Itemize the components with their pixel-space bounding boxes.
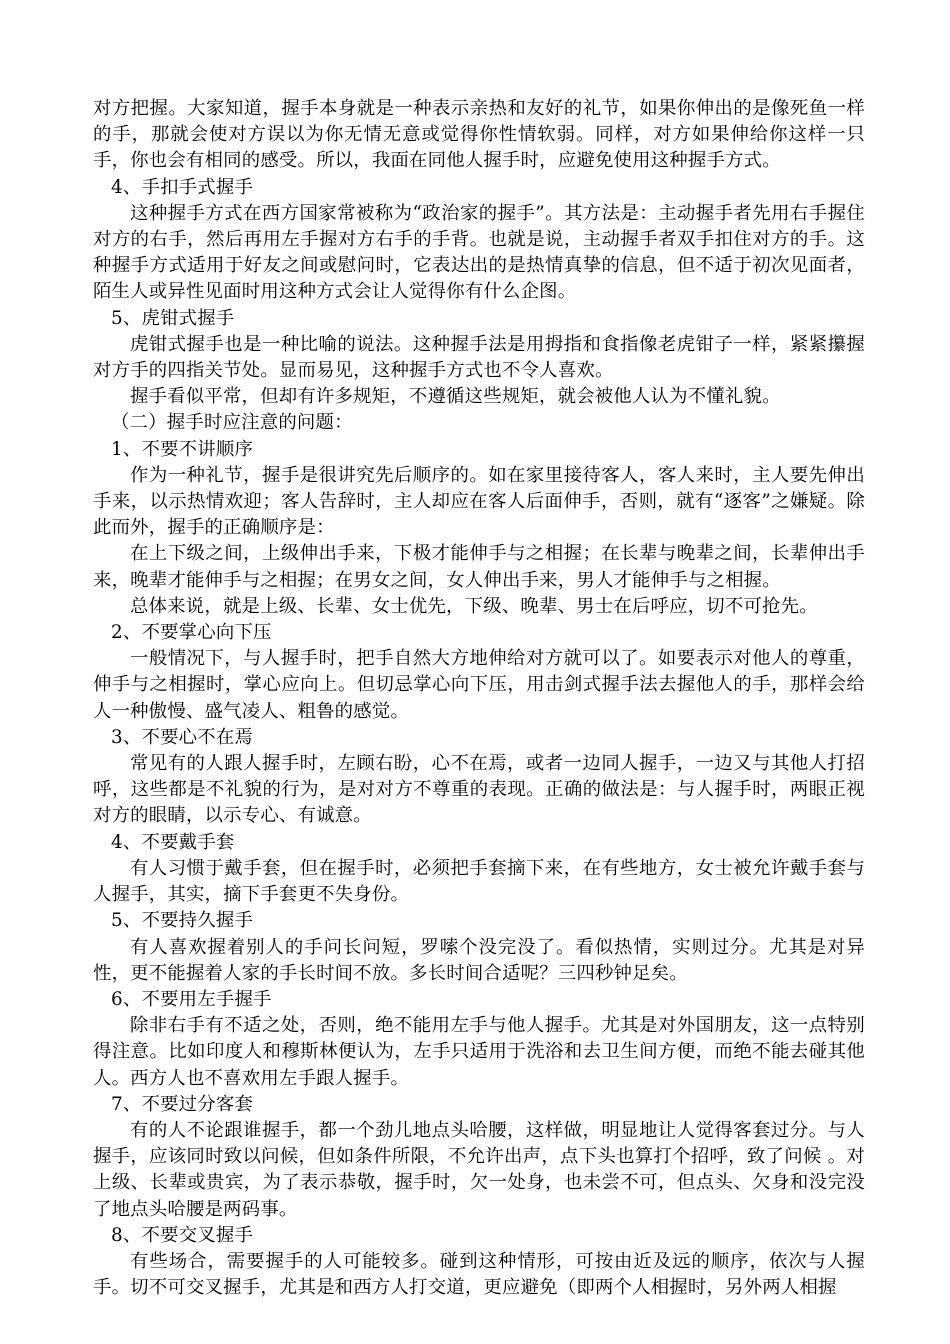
paragraph: 总体来说，就是上级、长辈、女士优先，下级、晚辈、男士在后呼应，切不可抢先。: [130, 595, 818, 617]
section-heading: （二）握手时应注意的问题：: [111, 412, 353, 434]
document-page: [93, 96, 865, 1301]
section-heading: 4、不要戴手套: [111, 831, 235, 853]
paragraph: 在上下级之间，上级伸出手来，下极才能伸手与之相握；在长辈与晚辈之间，长辈伸出手来，晚辈才能伸手与之相握；在男女之间，女人伸出手来，男人才能伸手与之相握。: [93, 543, 865, 591]
section-heading: 5、不要持久握手: [111, 910, 254, 932]
section-heading: 7、不要过分客套: [111, 1093, 254, 1115]
section-heading: 5、虎钳式握手: [111, 307, 235, 329]
paragraph: 有人喜欢握着别人的手问长问短，罗嗦个没完没了。看似热情，实则过分。尤其是对异性，更不能握着人家的手长时间不放。多长时间合适呢？三四秒钟足矣。: [93, 936, 865, 984]
paragraph: 虎钳式握手也是一种比喻的说法。这种握手法是用拇指和食指像老虎钳子一样，紧紧攥握对方手的四指关节处。显而易见，这种握手方式也不令人喜欢。: [93, 333, 865, 382]
paragraph: 这种握手方式在西方国家常被称为“政治家的握手”。其方法是：主动握手者先用右手握住对方的右手，然后再用左手握对方右手的手背。也就是说，主动握手者双手扣住对方的手。这种握手方式适用于好友之间或慰问时，它表达出的是热情真挚的信息，但不适于初次见面者，陌生人或异性见面时用这种方式会让人觉得你有什么企图。: [93, 202, 865, 303]
section-heading: 2、不要掌心向下压: [111, 622, 272, 644]
paragraph: 有的人不论跟谁握手，都一个劲儿地点头哈腰，这样做，明显地让人觉得客套过分。与人握手，应该同时致以问候，但如条件所限，不允许出声，点下头也算打个招呼，致了问候 。对上级、长辈或贵宾，为了表示恭敬，握手时，欠一处身，也未尝不可，但点头、欠身和没完没了地点头哈腰是两码事。: [93, 1119, 865, 1220]
section-heading: 4、手扣手式握手: [111, 176, 254, 198]
paragraph: 握手看似平常，但却有许多规矩，不遵循这些规矩，就会被他人认为不懂礼貌。: [130, 386, 781, 408]
paragraph: 对方把握。大家知道，握手本身就是一种表示亲热和友好的礼节，如果你伸出的是像死鱼一样的手，那就会使对方误以为你无情无意或觉得你性情软弱。同样，对方如果伸给你这样一只手，你也会有相同的感受。所以，我面在同他人握手时，应避免使用这种握手方式。: [93, 98, 865, 172]
paragraph: 一般情况下，与人握手时，把手自然大方地伸给对方就可以了。如要表示对他人的尊重，伸手与之相握时，掌心应向上。但切忌掌心向下压，用击剑式握手法去握他人的手，那样会给人一种傲慢、盛气凌人、粗鲁的感觉。: [93, 648, 865, 722]
paragraph: 有些场合，需要握手的人可能较多。碰到这种情形，可按由近及远的顺序，依次与人握手。切不可交叉握手，尤其是和西方人打交道，更应避免（即两个人相握时，另外两人相握: [93, 1250, 865, 1299]
section-heading: 8、不要交叉握手: [111, 1224, 254, 1246]
section-heading: 1、不要不讲顺序: [111, 438, 254, 460]
paragraph: 常见有的人跟人握手时，左顾右盼，心不在焉，或者一边同人握手，一边又与其他人打招呼，这些都是不礼貌的行为，是对对方不尊重的表现。正确的做法是：与人握手时，两眼正视对方的眼睛，以示专心、有诚意。: [93, 753, 865, 827]
paragraph: 有人习惯于戴手套，但在握手时，必须把手套摘下来，在有些地方，女士被允许戴手套与人握手，其实，摘下手套更不失身份。: [93, 857, 865, 906]
section-heading: 6、不要用左手握手: [111, 988, 272, 1010]
paragraph: 作为一种礼节，握手是很讲究先后顺序的。如在家里接待客人，客人来时，主人要先伸出手来，以示热情欢迎；客人告辞时，主人却应在客人后面伸手，否则，就有“逐客”之嫌疑。除此而外，握手的正确顺序是：: [93, 464, 865, 539]
section-heading: 3、不要心不在焉: [111, 726, 254, 748]
paragraph: 除非右手有不适之处，否则，绝不能用左手与他人握手。尤其是对外国朋友，这一点特别得注意。比如印度人和穆斯林便认为，左手只适用于洗浴和去卫生间方便，而绝不能去碰其他人。西方人也不喜欢用左手跟人握手。: [93, 1015, 865, 1089]
